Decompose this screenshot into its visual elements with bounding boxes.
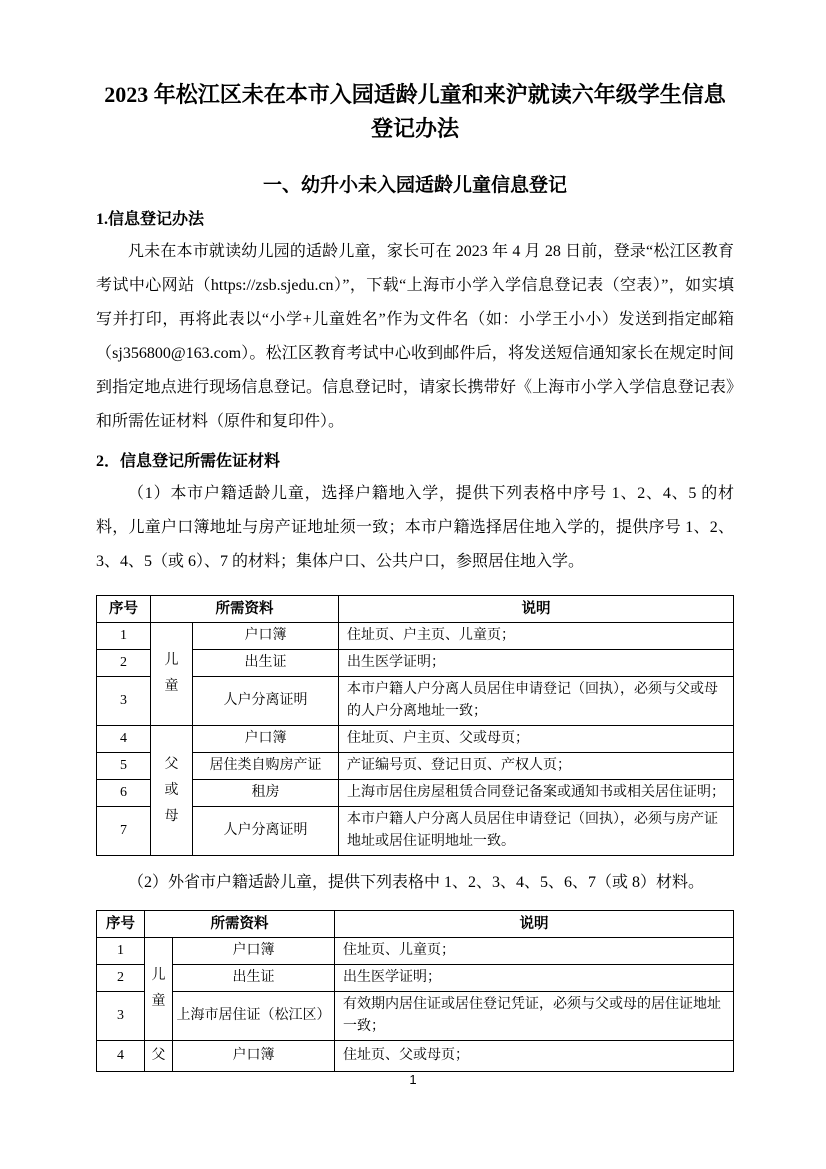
- cell-index: 4: [97, 726, 151, 753]
- cell-index: 2: [97, 650, 151, 677]
- cell-index: 1: [97, 938, 145, 965]
- table-row: [97, 623, 734, 650]
- cell-description: 出生医学证明；: [335, 965, 734, 992]
- cell-material: 居住类自购房产证: [193, 753, 339, 780]
- table-header-row: [97, 911, 734, 938]
- column-header-description: 说明: [339, 596, 734, 623]
- cell-index: 3: [97, 992, 145, 1041]
- cell-description: 产证编号页、登记日页、产权人页；: [339, 753, 734, 780]
- cell-group-child: 儿童: [151, 623, 193, 726]
- column-header-index: 序号: [97, 596, 151, 623]
- table-row: [97, 780, 734, 807]
- cell-material: 出生证: [173, 965, 335, 992]
- cell-index: 6: [97, 780, 151, 807]
- cell-index: 2: [97, 965, 145, 992]
- cell-material: 租房: [193, 780, 339, 807]
- cell-description: 住址页、儿童页；: [335, 938, 734, 965]
- cell-description: 住址页、户主页、父或母页；: [339, 726, 734, 753]
- table-row: [97, 677, 734, 726]
- table-header-row: [97, 596, 734, 623]
- local-hukou-intro-paragraph: （1）本市户籍适龄儿童，选择户籍地入学，提供下列表格中序号 1、2、4、5 的材料，儿童户口簿地址与房产证地址须一致；本市户籍选择居住地入学的，提供序号 1、2、3、4、5（或 6）、7 的材料；集体户口、公共户口，参照居住地入学。: [96, 485, 734, 570]
- cell-description: 有效期内居住证或居住登记凭证，必须与父或母的居住证地址一致；: [335, 992, 734, 1041]
- cell-index: 7: [97, 807, 151, 856]
- column-header-material: 所需资料: [151, 596, 339, 623]
- registration-method-paragraph: 凡未在本市就读幼儿园的适龄儿童，家长可在 2023 年 4 月 28 日前，登录“松江区教育考试中心网站（https://zsb.sjedu.cn）”，下载“上海市小学入学信息登记表（空表）”，如实填写并打印，再将此表以“小学+儿童姓名”作为文件名（如：小学王小小）发送到指定邮箱（sj356800@163.com）。松江区教育考试中心收到邮件后，将发送短信通知家长在规定时间到指定地点进行现场信息登记。信息登记时，请家长携带好《上海市小学入学信息登记表》和所需佐证材料（原件和复印件）。: [96, 243, 734, 430]
- cell-index: 3: [97, 677, 151, 726]
- column-header-index: 序号: [97, 911, 145, 938]
- cell-material: 户口簿: [193, 623, 339, 650]
- cell-material: 人户分离证明: [193, 677, 339, 726]
- cell-group-child: 儿童: [145, 938, 173, 1041]
- table-row: [97, 650, 734, 677]
- table-row: [97, 992, 734, 1041]
- cell-material: 户口簿: [173, 1041, 335, 1072]
- table-row: [97, 753, 734, 780]
- cell-description: 上海市居住房屋租赁合同登记备案或通知书或相关居住证明；: [339, 780, 734, 807]
- cell-index: 5: [97, 753, 151, 780]
- document-title: 2023 年松江区未在本市入园适龄儿童和来沪就读六年级学生信息登记办法: [104, 82, 726, 141]
- cell-group-parent: 父或母: [151, 726, 193, 856]
- table-row: [97, 726, 734, 753]
- column-header-material: 所需资料: [145, 911, 335, 938]
- cell-material: 户口簿: [193, 726, 339, 753]
- subsection-1-heading: 1.信息登记办法: [96, 211, 205, 228]
- cell-index: 1: [97, 623, 151, 650]
- table-row: [97, 965, 734, 992]
- cell-description: 住址页、户主页、儿童页；: [339, 623, 734, 650]
- table-row: [97, 1041, 734, 1072]
- table-row: [97, 938, 734, 965]
- subsection-2-heading: 2．信息登记所需佐证材料: [96, 453, 281, 470]
- page-number: 1: [409, 1072, 417, 1087]
- out-of-province-materials-table: [96, 910, 734, 1072]
- cell-material: 人户分离证明: [193, 807, 339, 856]
- local-hukou-materials-table: [96, 595, 734, 856]
- cell-material: 上海市居住证（松江区）: [173, 992, 335, 1041]
- cell-index: 4: [97, 1041, 145, 1072]
- out-of-province-intro-paragraph: （2）外省市户籍适龄儿童，提供下列表格中 1、2、3、4、5、6、7（或 8）材料。: [128, 874, 705, 891]
- cell-material: 户口簿: [173, 938, 335, 965]
- cell-description: 出生医学证明；: [339, 650, 734, 677]
- cell-description: 本市户籍人户分离人员居住申请登记（回执），必须与父或母的人户分离地址一致；: [339, 677, 734, 726]
- cell-description: 住址页、父或母页；: [335, 1041, 734, 1072]
- cell-group-parent: 父: [145, 1041, 173, 1072]
- cell-description: 本市户籍人户分离人员居住申请登记（回执），必须与房产证地址或居住证明地址一致。: [339, 807, 734, 856]
- cell-material: 出生证: [193, 650, 339, 677]
- column-header-description: 说明: [335, 911, 734, 938]
- table-row: [97, 807, 734, 856]
- section-heading: 一、幼升小未入园适龄儿童信息登记: [262, 175, 567, 196]
